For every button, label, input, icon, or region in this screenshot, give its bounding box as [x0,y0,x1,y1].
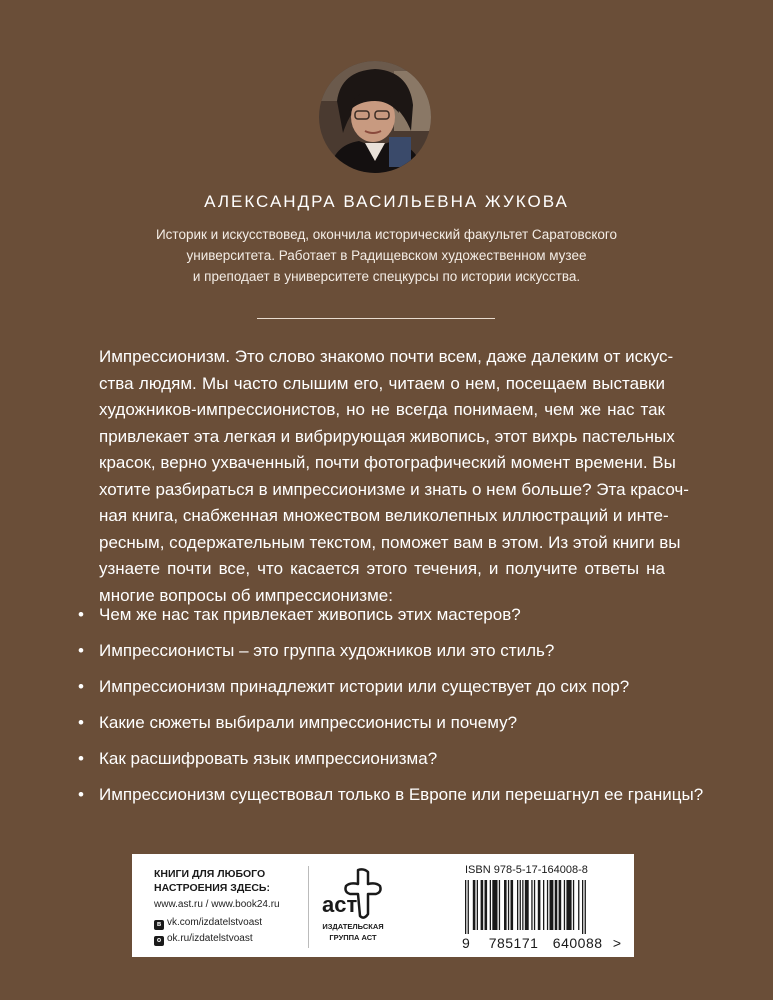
isbn-text: ISBN 978-5-17-164008-8 [465,864,588,876]
description-line: хотите разбираться в импрессионизме и знать о нем больше? Эта красоч- [99,479,689,499]
vk-link[interactable] [154,917,262,930]
bullet-icon: • [78,677,84,696]
bio-line: Историк и искусствовед, окончила исторический факультет Саратовского [155,227,618,242]
bio-line: университета. Работает в Радищевском художественном музее [186,248,587,263]
barcode-bar [508,880,509,930]
ok-link[interactable] [154,933,253,946]
barcode-bar [468,880,469,934]
barcode-bar [547,880,548,930]
barcode-bar [477,880,478,930]
bullet-icon: • [78,749,84,768]
description-line: художников-импрессионистов, но не всегда понимаем, чем же нас так [99,400,665,419]
divider-rule [257,318,495,319]
barcode-bar [473,880,476,930]
barcode-bar [585,880,586,934]
publisher-name-line: ИЗДАТЕЛЬСКАЯ [322,922,384,931]
barcode-bar [492,880,497,930]
barcode-bar [499,880,500,930]
author-bio [150,224,623,287]
website-links[interactable]: www.ast.ru / www.book24.ru [154,899,280,910]
bullet-icon: • [78,641,84,660]
bullet-icon: • [78,785,84,804]
book-description [99,344,689,609]
barcode-bar [578,880,579,930]
list-item-text: Импрессионисты – это группа художников или это стиль? [99,641,555,660]
barcode-bar [490,880,491,930]
publisher-name-line: ГРУППА АСТ [329,933,377,942]
list-item [78,784,704,820]
panel-heading [154,867,270,895]
barcode-bar [538,880,541,930]
author-portrait-illustration [319,61,431,173]
list-item-text: Как расшифровать язык импрессионизма? [99,749,438,768]
description-line: красок, верно ухваченный, почти фотографический момент времени. Вы [99,453,676,472]
ok-icon: o [154,936,164,946]
description-line: ства людям. Мы часто слышим его, читаем о нем, посещаем выставки [99,373,665,393]
logo-text: аст [322,892,358,917]
author-photo [319,61,431,173]
barcode-bar [485,880,488,930]
barcode-bar [559,880,562,930]
description-line: Импрессионизм. Это слово знакомо почти всем, даже далеким от искус- [99,347,674,366]
ast-logo-icon [318,866,388,922]
list-item-text: Импрессионизм существовал только в Европе или перешагнул ее границы? [99,785,704,804]
ean-number [462,935,622,951]
list-item [78,604,698,640]
vk-link-text: vk.com/izdatelstvoast [167,917,263,928]
list-item-text: Какие сюжеты выбирали импрессионисты и почему? [99,713,518,732]
list-item [78,712,698,748]
barcode-bar [534,880,535,930]
barcode-bar [564,880,565,930]
description-line: узнаете почти все, что касается этого течения, и получите ответы на [99,559,665,578]
barcode-bar [520,880,521,930]
panel-heading-line: НАСТРОЕНИЯ ЗДЕСЬ: [154,882,270,894]
author-name: АЛЕКСАНДРА ВАСИЛЬЕВНА ЖУКОВА [204,192,569,211]
barcode-bar [531,880,532,930]
barcode-bar [525,880,529,930]
barcode-bar [517,880,518,930]
bullet-icon: • [78,605,84,624]
barcode-bar [582,880,583,934]
panel-heading-line: КНИГИ ДЛЯ ЛЮБОГО [154,868,266,880]
publisher-panel [132,854,634,957]
question-list [78,604,704,820]
ean-left-group: 785171 [488,935,539,951]
ok-link-text: ok.ru/izdatelstvoast [167,933,253,944]
vk-icon: в [154,920,164,930]
description-line: ресным, содержательным текстом, поможет вам в этом. Из этой книги вы [99,532,681,552]
barcode-bar [555,880,558,930]
barcode-bar [550,880,554,930]
publisher-name [310,921,396,943]
barcode-bar [481,880,484,930]
list-item-text: Чем же нас так привлекает живопись этих мастеров? [99,605,521,624]
list-item [78,640,698,676]
list-item-text: Импрессионизм принадлежит истории или существует до сих пор? [99,677,630,696]
description-line: привлекает эта легкая и вибрирующая живопись, этот вихрь пастельных [99,426,675,446]
ean-arrow: > [612,935,622,951]
ean-first-digit: 9 [462,935,471,951]
barcode-bar [465,880,466,934]
ean-right-group: 640088 [552,935,603,951]
panel-divider [308,866,309,948]
barcode-bar [504,880,507,930]
barcode-bar [543,880,544,930]
bullet-icon: • [78,713,84,732]
list-item [78,676,698,712]
description-line: ная книга, снабженная множеством великолепных иллюстраций и инте- [99,506,669,525]
description-line: многие вопросы об импрессионизме: [99,585,393,605]
barcode-bar [522,880,523,930]
bio-line: и преподает в университете спецкурсы по истории искусства. [192,269,581,284]
barcode-bar [566,880,571,930]
list-item [78,748,698,784]
barcode-icon [461,880,621,934]
barcode-bar [573,880,574,930]
barcode-bar [511,880,514,930]
